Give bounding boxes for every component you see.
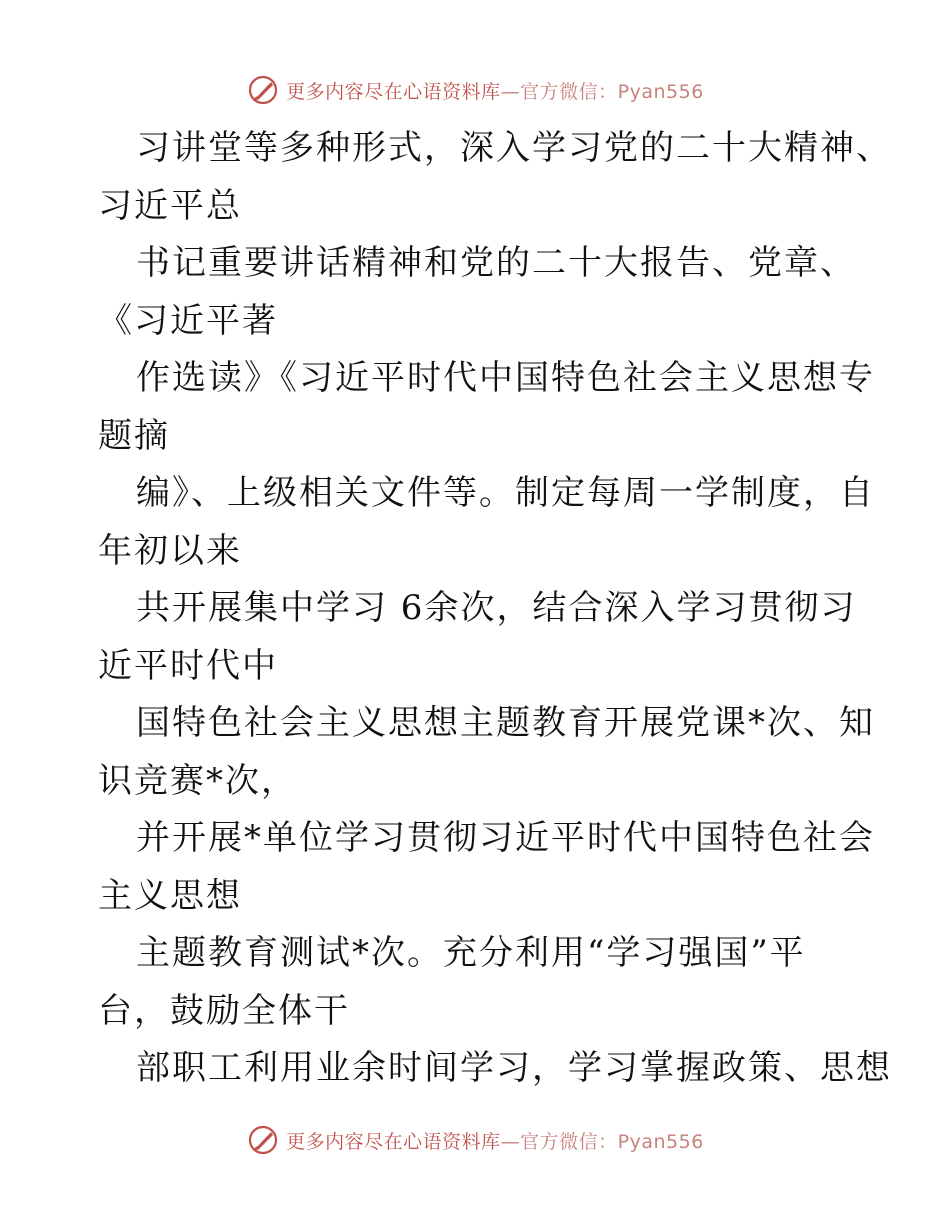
text-line: 并开展*单位学习贯彻习近平时代中国特色社会 [136, 818, 875, 858]
text-line: 台，鼓励全体干 [98, 990, 350, 1031]
text-line: 题摘 [98, 415, 170, 456]
text-line: 国特色社会主义思想主题教育开展党课*次、知 [136, 703, 875, 743]
text-line: 主义思想 [98, 875, 242, 916]
text-line: 近平时代中 [98, 645, 278, 686]
text-line: 《习近平著 [98, 300, 278, 341]
text-line: 习近平总 [98, 185, 242, 226]
quill-pen-logo-icon [246, 73, 280, 107]
text-line: 共开展集中学习 6余次，结合深入学习贯彻习 [136, 588, 857, 628]
quill-pen-logo-icon [246, 1123, 280, 1157]
text-line: 部职工利用业余时间学习，学习掌握政策、思想 [136, 1048, 892, 1088]
footer-text: 更多内容尽在心语资料库—官方微信：Pyan556 [286, 1130, 704, 1153]
text-line: 习讲堂等多种形式，深入学习党的二十大精神、 [136, 128, 892, 168]
text-line: 书记重要讲话精神和党的二十大报告、党章、 [136, 243, 856, 283]
text-line: 编》、上级相关文件等。制定每周一学制度，自 [136, 473, 875, 513]
text-line: 识竞赛*次， [98, 760, 297, 801]
document-body [98, 120, 892, 1098]
footer-watermark [0, 1120, 950, 1160]
text-line: 主题教育测试*次。充分利用“学习强国”平 [136, 933, 806, 973]
text-line: 年初以来 [98, 530, 242, 571]
text-line: 作选读》《习近平时代中国特色社会主义思想专 [136, 358, 875, 398]
header-watermark [0, 70, 950, 110]
header-text: 更多内容尽在心语资料库—官方微信：Pyan556 [286, 80, 704, 103]
